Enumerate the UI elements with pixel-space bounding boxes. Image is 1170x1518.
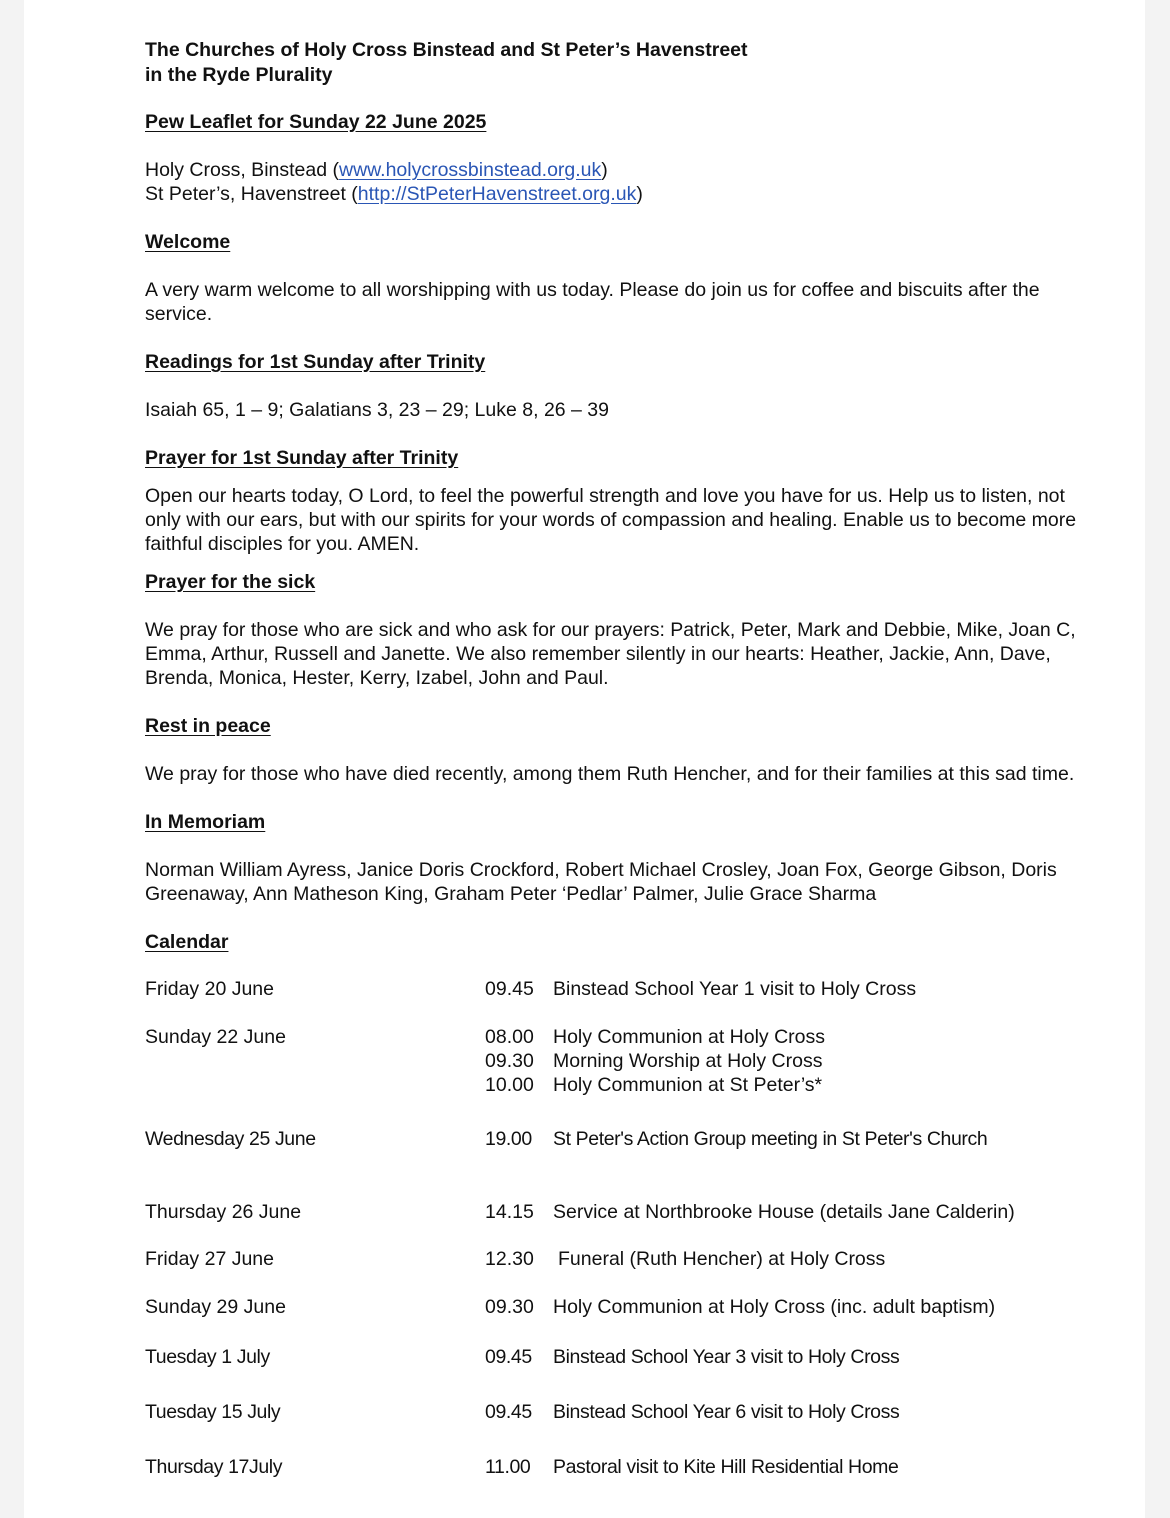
calendar-table xyxy=(145,977,1105,1479)
leaflet-title-line1: The Churches of Holy Cross Binstead and St Peter’s Havenstreet xyxy=(145,39,748,61)
calendar-events xyxy=(485,1400,1105,1424)
church-links xyxy=(145,158,1105,206)
leaflet-content xyxy=(145,38,1105,1479)
sick-heading: Prayer for the sick xyxy=(145,571,316,593)
event-description: Pastoral visit to Kite Hill Residential Home xyxy=(553,1456,899,1478)
church-suffix: ) xyxy=(601,159,608,181)
event-time: 14.15 xyxy=(485,1201,534,1223)
calendar-row xyxy=(145,1400,1105,1424)
memoriam-text: Norman William Ayress, Janice Doris Crockford, Robert Michael Crosley, Joan Fox, George Gibson, Doris Greenaway, Ann Matheson King, Graham Peter ‘Pedlar’ Palmer, Julie Grace Sharma xyxy=(145,859,1057,905)
calendar-event xyxy=(485,1073,1105,1097)
calendar-date: Wednesday 25 June xyxy=(145,1128,316,1150)
calendar-events xyxy=(485,1455,1105,1479)
calendar-date: Friday 20 June xyxy=(145,978,274,1000)
calendar-events xyxy=(485,1127,1105,1151)
event-description: Holy Communion at Holy Cross xyxy=(553,1026,826,1048)
event-time: 09.30 xyxy=(485,1296,534,1318)
st-peters-website-link[interactable]: http://StPeterHavenstreet.org.uk xyxy=(357,183,637,205)
leaflet-title-line2: in the Ryde Plurality xyxy=(145,64,333,86)
pew-leaflet-heading: Pew Leaflet for Sunday 22 June 2025 xyxy=(145,111,487,133)
event-time: 10.00 xyxy=(485,1074,534,1096)
calendar-event xyxy=(485,1400,1105,1424)
event-time: 12.30 xyxy=(485,1248,534,1270)
event-description: Binstead School Year 3 visit to Holy Cross xyxy=(553,1346,900,1368)
church-line-holy-cross xyxy=(145,158,1105,182)
event-description: Holy Communion at St Peter’s* xyxy=(553,1074,823,1096)
readings-heading: Readings for 1st Sunday after Trinity xyxy=(145,351,486,373)
calendar-row xyxy=(145,1345,1105,1369)
calendar-row xyxy=(145,977,1105,1001)
calendar-date: Tuesday 1 July xyxy=(145,1346,270,1368)
rest-heading: Rest in peace xyxy=(145,715,271,737)
memoriam-heading: In Memoriam xyxy=(145,811,266,833)
church-name: Holy Cross, Binstead ( xyxy=(145,159,339,181)
leaflet-page xyxy=(24,0,1145,1518)
calendar-heading: Calendar xyxy=(145,931,229,953)
welcome-text: A very warm welcome to all worshipping with us today. Please do join us for coffee and biscuits after the service. xyxy=(145,279,1040,325)
calendar-event xyxy=(485,977,1105,1001)
calendar-date: Tuesday 15 July xyxy=(145,1401,281,1423)
event-time: 09.30 xyxy=(485,1050,534,1072)
prayer-text: Open our hearts today, O Lord, to feel the powerful strength and love you have for us. Help us to listen, not only with our ears, but with our spirits for your words of compassion and healing. Enable us to become more faithful disciples for you. AMEN. xyxy=(145,485,1077,555)
calendar-row xyxy=(145,1127,1105,1151)
calendar-events xyxy=(485,1025,1105,1097)
rest-text: We pray for those who have died recently, among them Ruth Hencher, and for their families at this sad time. xyxy=(145,763,1075,785)
event-time: 09.45 xyxy=(485,978,534,1000)
calendar-events xyxy=(485,977,1105,1001)
calendar-event xyxy=(485,1295,1105,1319)
church-suffix: ) xyxy=(636,183,643,205)
readings-text: Isaiah 65, 1 – 9; Galatians 3, 23 – 29; Luke 8, 26 – 39 xyxy=(145,399,610,421)
calendar-row xyxy=(145,1025,1105,1097)
calendar-date: Thursday 26 June xyxy=(145,1201,302,1223)
holy-cross-website-link[interactable]: www.holycrossbinstead.org.uk xyxy=(338,159,602,181)
event-description: Binstead School Year 6 visit to Holy Cross xyxy=(553,1401,900,1423)
event-time: 19.00 xyxy=(485,1128,532,1150)
prayer-heading: Prayer for 1st Sunday after Trinity xyxy=(145,447,459,469)
calendar-date: Friday 27 June xyxy=(145,1248,274,1270)
event-description: Morning Worship at Holy Cross xyxy=(553,1050,823,1072)
calendar-event xyxy=(485,1200,1105,1224)
calendar-event xyxy=(485,1345,1105,1369)
calendar-row xyxy=(145,1455,1105,1479)
calendar-date: Thursday 17July xyxy=(145,1456,283,1478)
event-description: Funeral (Ruth Hencher) at Holy Cross xyxy=(558,1248,886,1270)
calendar-row xyxy=(145,1200,1105,1224)
event-description: Holy Communion at Holy Cross (inc. adult baptism) xyxy=(553,1296,996,1318)
calendar-events xyxy=(485,1200,1105,1224)
event-description: Binstead School Year 1 visit to Holy Cross xyxy=(553,978,917,1000)
calendar-event xyxy=(485,1455,1105,1479)
calendar-row xyxy=(145,1295,1105,1319)
calendar-event xyxy=(485,1127,1105,1151)
calendar-date: Sunday 29 June xyxy=(145,1296,286,1318)
church-name: St Peter’s, Havenstreet ( xyxy=(145,183,358,205)
calendar-events xyxy=(485,1345,1105,1369)
event-time: 08.00 xyxy=(485,1026,534,1048)
event-time: 09.45 xyxy=(485,1346,532,1368)
calendar-event xyxy=(485,1049,1105,1073)
calendar-row xyxy=(145,1247,1105,1271)
event-time: 09.45 xyxy=(485,1401,532,1423)
calendar-events xyxy=(485,1295,1105,1319)
calendar-event xyxy=(485,1247,1105,1271)
event-description: St Peter's Action Group meeting in St Peter's Church xyxy=(553,1128,988,1150)
calendar-event xyxy=(485,1025,1105,1049)
calendar-events xyxy=(485,1247,1105,1271)
church-line-st-peters xyxy=(145,182,1105,206)
sick-text: We pray for those who are sick and who ask for our prayers: Patrick, Peter, Mark and Debbie, Mike, Joan C, Emma, Arthur, Russell and Janette. We also remember silently in our hearts: Heather, Jackie, Ann, Dave, Brenda, Monica, Hester, Kerry, Izabel, John and Paul. xyxy=(145,619,1076,689)
welcome-heading: Welcome xyxy=(145,231,231,253)
event-time: 11.00 xyxy=(485,1456,531,1478)
calendar-date: Sunday 22 June xyxy=(145,1026,286,1048)
event-description: Service at Northbrooke House (details Jane Calderin) xyxy=(553,1201,1015,1223)
